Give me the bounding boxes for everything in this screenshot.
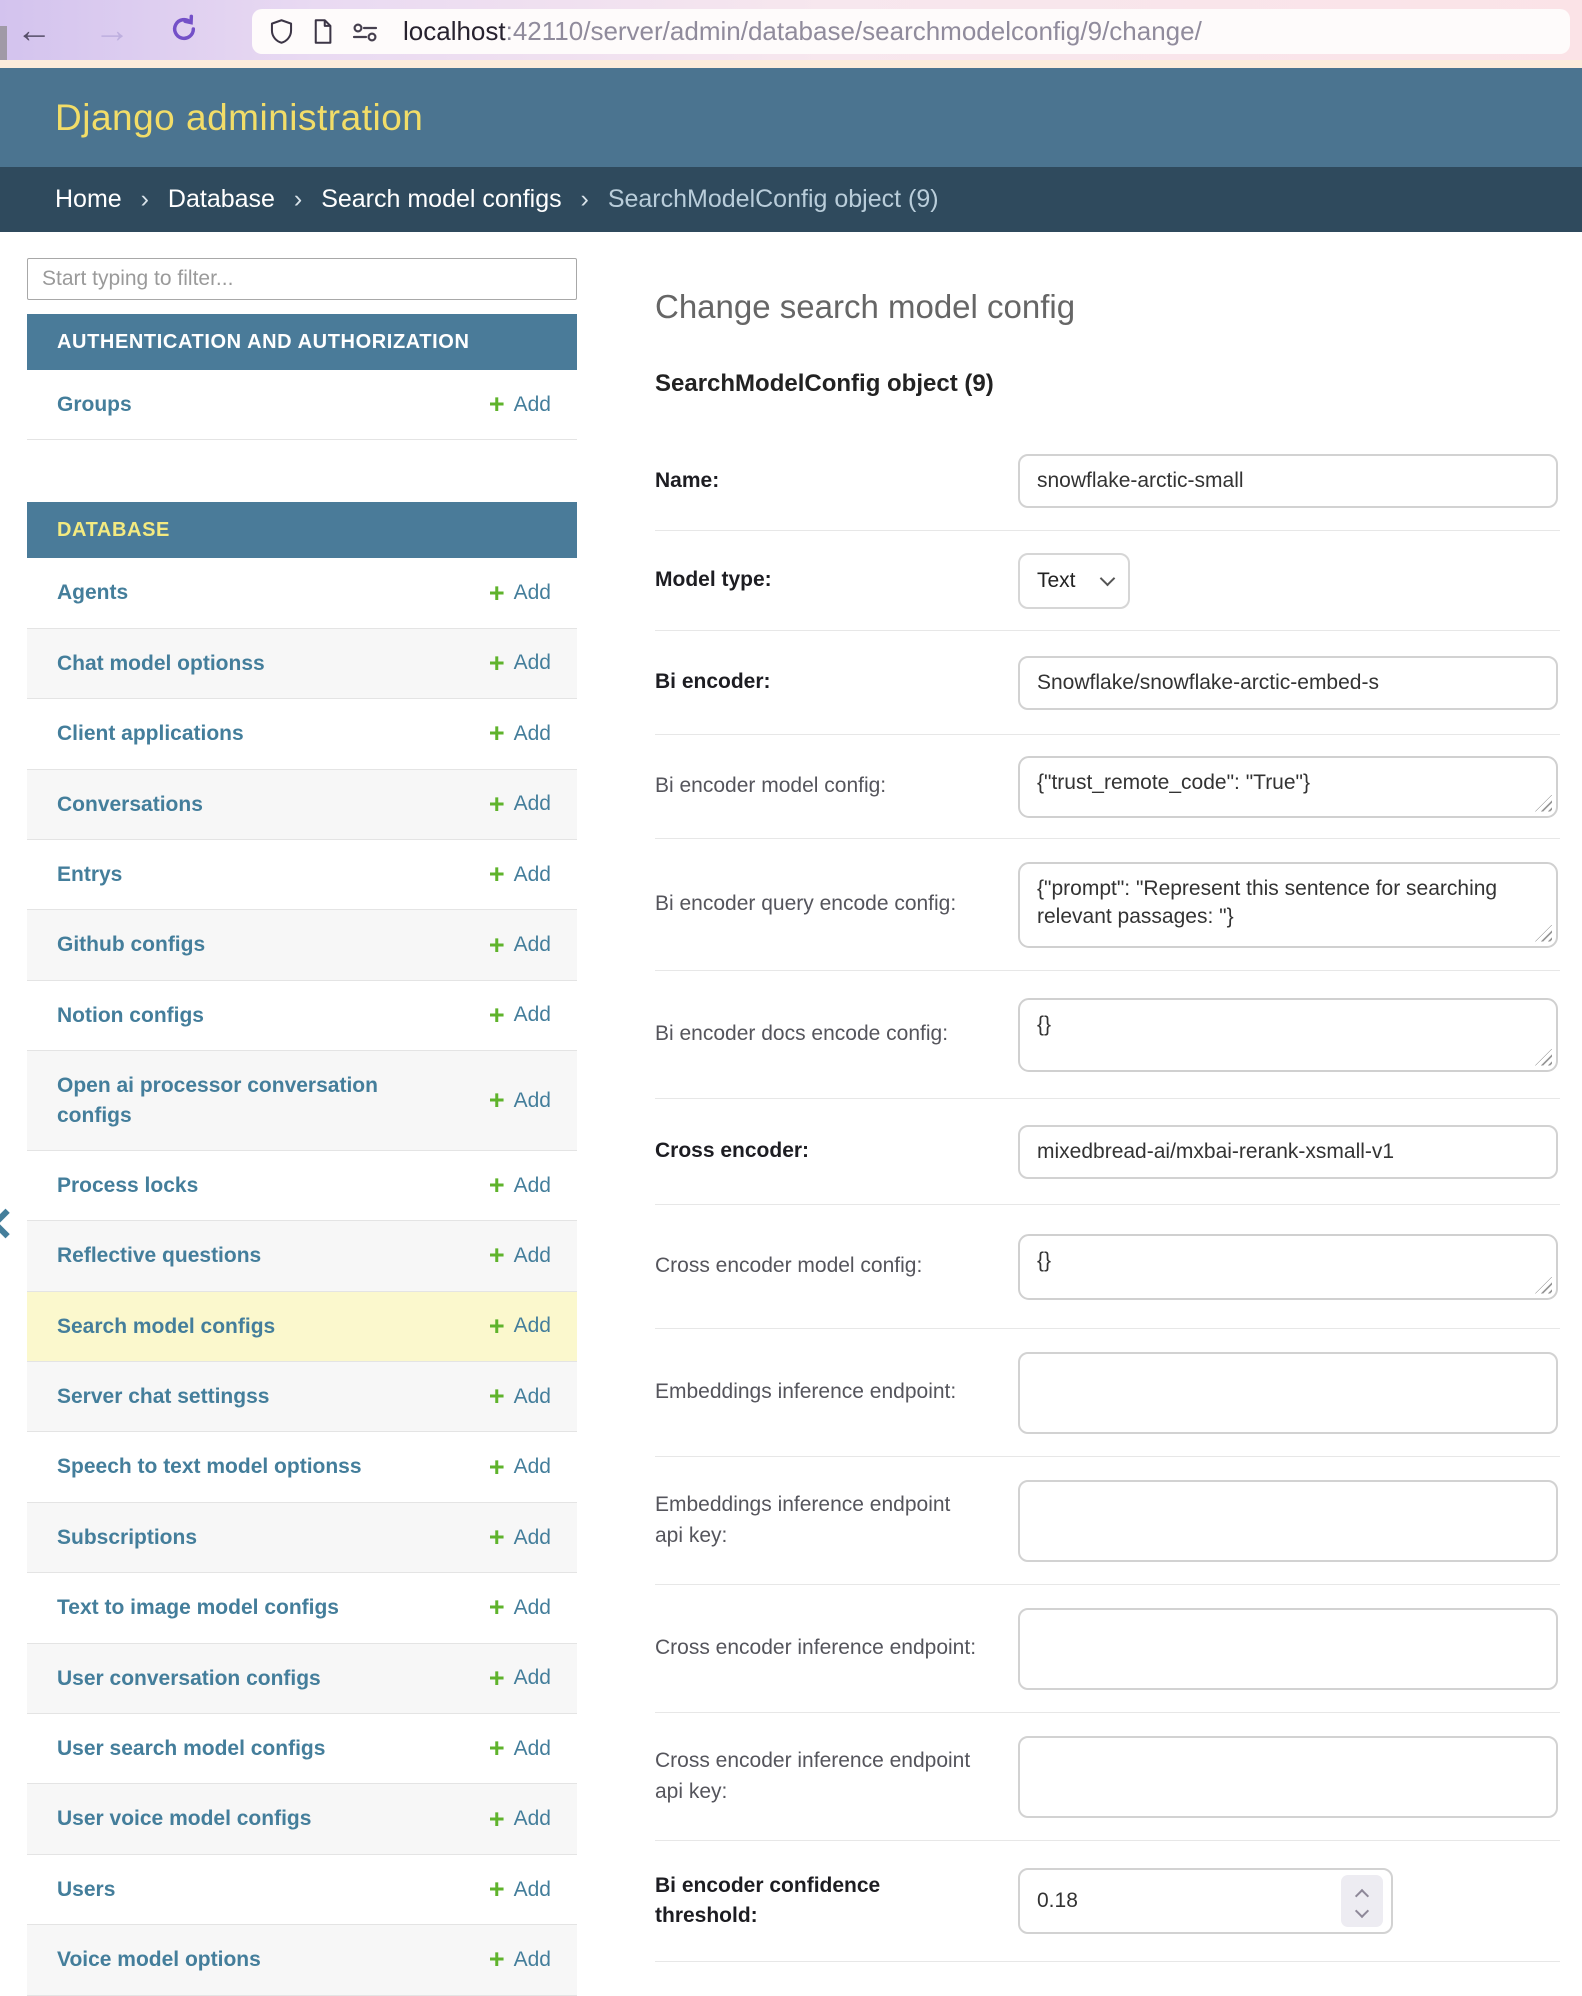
text-input[interactable] — [1018, 656, 1558, 710]
url-host: localhost — [403, 16, 506, 46]
add-link[interactable] — [488, 929, 551, 960]
refresh-icon[interactable] — [168, 13, 200, 51]
form-row — [655, 838, 1560, 970]
plus-icon: + — [488, 1592, 505, 1623]
field-label: Bi encoder: — [655, 670, 771, 694]
resize-handle-icon[interactable] — [1535, 795, 1552, 812]
add-link[interactable] — [488, 1310, 551, 1341]
plus-icon: + — [488, 1944, 505, 1975]
add-link[interactable] — [489, 1876, 551, 1903]
field-label: Cross encoder: — [655, 1139, 810, 1163]
sidebar-model-row — [27, 1151, 577, 1221]
breadcrumb — [0, 167, 1582, 232]
field-label: Cross encoder inference endpoint: — [655, 1636, 977, 1660]
add-link[interactable] — [489, 1524, 551, 1551]
add-label: Add — [513, 1807, 551, 1831]
breadcrumb-separator: › — [140, 185, 149, 213]
add-label: Add — [513, 581, 551, 605]
field-control — [1018, 1480, 1558, 1562]
form-row — [655, 432, 1560, 530]
sidebar-model-row — [27, 1292, 577, 1362]
add-label: Add — [513, 1003, 551, 1027]
plus-icon: + — [488, 389, 505, 420]
sidebar-model-link[interactable]: User voice model configs — [57, 1807, 312, 1831]
plus-icon: + — [488, 718, 505, 749]
sidebar-collapse-toggle-icon[interactable] — [0, 1209, 20, 1239]
forward-icon[interactable]: → — [94, 9, 130, 50]
plus-icon: + — [488, 1170, 505, 1201]
plus-icon: + — [488, 1662, 505, 1693]
back-icon[interactable]: ← — [16, 9, 52, 50]
sidebar-model-row — [27, 840, 577, 910]
sidebar-model-row — [27, 981, 577, 1051]
add-label: Add — [513, 1173, 551, 1197]
sidebar-model-row — [27, 1221, 577, 1291]
field-label: Model type: — [655, 568, 772, 592]
add-label: Add — [513, 1595, 551, 1619]
plus-icon: + — [488, 929, 505, 960]
change-form — [655, 432, 1582, 1962]
add-link[interactable] — [489, 720, 551, 747]
add-label: Add — [513, 933, 551, 957]
plus-icon: + — [488, 1310, 505, 1341]
sidebar-module — [27, 314, 577, 440]
form-row — [655, 1712, 1560, 1840]
sidebar-model-row — [27, 629, 577, 699]
field-control — [1018, 1736, 1558, 1818]
add-link[interactable] — [488, 1451, 551, 1482]
add-label: Add — [513, 1384, 551, 1408]
form-row — [655, 1456, 1560, 1584]
textarea-value: {} — [1037, 1248, 1052, 1272]
field-control — [1018, 1234, 1558, 1300]
sidebar-section-caption: DATABASE — [27, 502, 577, 558]
add-link[interactable] — [488, 999, 551, 1030]
sidebar-model-row — [27, 558, 577, 628]
plus-icon: + — [488, 577, 505, 608]
field-control — [1018, 998, 1558, 1072]
add-link[interactable] — [489, 391, 551, 418]
form-row — [655, 1840, 1560, 1962]
add-link[interactable] — [489, 861, 551, 888]
sidebar-section-caption: AUTHENTICATION AND AUTHORIZATION — [27, 314, 577, 370]
field-label: Cross encoder inference endpoint api key: — [655, 1749, 971, 1803]
field-label: Bi encoder query encode config: — [655, 892, 957, 916]
form-row — [655, 1584, 1560, 1712]
field-label: Bi encoder confidence threshold: — [655, 1873, 881, 1927]
add-label: Add — [513, 392, 551, 416]
add-link[interactable] — [488, 1662, 551, 1693]
add-link[interactable] — [489, 1735, 551, 1762]
plus-icon: + — [488, 859, 505, 890]
sidebar-model-link[interactable]: Client applications — [57, 722, 244, 746]
sidebar-model-link[interactable]: Search model configs — [57, 1314, 276, 1338]
plus-icon: + — [488, 1874, 505, 1904]
sidebar-model-row — [27, 1714, 577, 1784]
app-sidebar — [27, 258, 577, 1996]
breadcrumb-database[interactable]: Database — [167, 185, 275, 213]
form-row — [655, 970, 1560, 1098]
breadcrumb-home[interactable]: Home — [55, 185, 122, 213]
breadcrumb-separator: › — [293, 185, 303, 213]
add-link[interactable] — [489, 1172, 551, 1199]
field-label: Name: — [655, 468, 720, 492]
add-link[interactable] — [489, 1594, 551, 1621]
text-input[interactable] — [1018, 454, 1558, 508]
sidebar-model-link[interactable]: Process locks — [57, 1173, 199, 1197]
field-label: Bi encoder model config: — [655, 774, 887, 798]
field-control — [1018, 1125, 1558, 1179]
json-textarea[interactable] — [1018, 998, 1558, 1072]
add-link[interactable] — [489, 1946, 551, 1973]
add-link[interactable] — [488, 788, 551, 819]
sidebar-model-link[interactable]: Users — [57, 1877, 116, 1901]
form-row — [655, 630, 1560, 734]
sidebar-model-link[interactable]: Voice model options — [57, 1948, 261, 1972]
sidebar-model-row — [27, 1573, 577, 1643]
add-label: Add — [513, 1736, 551, 1760]
text-input[interactable] — [1018, 1480, 1558, 1562]
plus-icon: + — [488, 1803, 505, 1834]
add-label: Add — [513, 862, 551, 886]
add-label: Add — [513, 1947, 551, 1971]
sidebar-model-link[interactable]: Notion configs — [57, 1003, 204, 1027]
page-icon[interactable] — [310, 18, 335, 45]
add-link[interactable] — [489, 1087, 551, 1114]
textarea-value: {"trust_remote_code": "True"} — [1037, 770, 1311, 794]
plus-icon: + — [488, 647, 505, 678]
json-textarea[interactable] — [1018, 756, 1558, 818]
field-control — [1018, 756, 1558, 818]
sidebar-model-link[interactable]: User conversation configs — [57, 1666, 321, 1690]
plus-icon: + — [488, 1381, 505, 1412]
text-input[interactable] — [1018, 1736, 1558, 1818]
chevron-up-icon[interactable] — [1355, 1889, 1369, 1903]
text-input[interactable] — [1018, 1608, 1558, 1690]
add-label: Add — [513, 1525, 551, 1549]
field-control — [1018, 1608, 1558, 1690]
number-stepper[interactable] — [1341, 1875, 1383, 1927]
plus-icon: + — [488, 1085, 505, 1116]
chrome-divider — [0, 60, 1582, 68]
add-link[interactable] — [489, 1383, 551, 1410]
sidebar-model-link[interactable]: Open ai processor conversation configs — [57, 1074, 378, 1127]
site-title[interactable]: Django administration — [55, 96, 424, 138]
model-type-select[interactable] — [1018, 553, 1130, 609]
sidebar-model-link[interactable]: Groups — [57, 393, 132, 416]
breadcrumb-search-model-configs[interactable]: Search model configs — [321, 185, 562, 213]
sidebar-model-link[interactable]: Github configs — [57, 933, 206, 957]
url-bar[interactable] — [252, 9, 1570, 54]
form-row — [655, 1204, 1560, 1328]
plus-icon: + — [488, 999, 505, 1030]
permissions-icon[interactable] — [350, 20, 380, 44]
page-title: Change search model config — [655, 288, 1076, 325]
django-header — [0, 68, 1582, 167]
sidebar-model-row — [27, 1784, 577, 1854]
shield-icon[interactable] — [268, 18, 295, 45]
url-path: :42110/server/admin/database/searchmodelconfig/9/change/ — [505, 16, 1202, 46]
add-label: Add — [513, 1455, 551, 1479]
field-control — [1018, 1868, 1393, 1934]
sidebar-module — [27, 502, 577, 1995]
sidebar-filter-input[interactable] — [27, 258, 577, 300]
sidebar-model-link[interactable]: Chat model optionss — [57, 651, 265, 675]
field-control — [1018, 862, 1558, 948]
field-control — [1018, 1352, 1558, 1434]
field-label: Embeddings inference endpoint api key: — [655, 1493, 951, 1547]
sidebar-model-link[interactable]: User search model configs — [57, 1737, 326, 1761]
chevron-down-icon — [1100, 570, 1116, 586]
add-label: Add — [513, 1088, 551, 1112]
text-input[interactable] — [1018, 1352, 1558, 1434]
field-label: Cross encoder model config: — [655, 1254, 923, 1278]
sidebar-model-link[interactable]: Agents — [57, 581, 129, 605]
sidebar-model-row — [27, 1362, 577, 1432]
chevron-down-icon[interactable] — [1355, 1904, 1369, 1918]
number-input[interactable] — [1018, 1868, 1393, 1934]
plus-icon: + — [488, 1522, 505, 1553]
window-edge — [0, 26, 7, 60]
plus-icon: + — [488, 788, 505, 819]
sidebar-model-link[interactable]: Conversations — [57, 792, 203, 816]
sidebar-model-row — [27, 1432, 577, 1502]
resize-handle-icon[interactable] — [1535, 1049, 1552, 1066]
field-control — [1018, 553, 1130, 609]
plus-icon: + — [488, 1240, 505, 1271]
add-label: Add — [513, 1666, 551, 1690]
add-link[interactable] — [488, 577, 551, 608]
main-content — [655, 280, 1582, 1962]
add-link[interactable] — [488, 647, 551, 678]
sidebar-model-link[interactable]: Entrys — [57, 862, 123, 886]
add-label: Add — [513, 1314, 551, 1338]
breadcrumb-separator: › — [580, 185, 589, 213]
breadcrumb-current: SearchModelConfig object (9) — [607, 185, 939, 213]
textarea-value: {"prompt": "Represent this sentence for searching relevant passages: "} — [1037, 876, 1498, 929]
plus-icon: + — [488, 1733, 505, 1764]
form-row — [655, 1098, 1560, 1204]
url-text — [403, 16, 1202, 47]
text-input[interactable] — [1018, 1125, 1558, 1179]
sidebar-model-row — [27, 1855, 577, 1925]
browser-chrome — [0, 0, 1582, 68]
sidebar-model-row — [27, 1503, 577, 1573]
sidebar-model-link[interactable]: Speech to text model optionss — [57, 1455, 362, 1479]
sidebar-model-row — [27, 770, 577, 840]
form-row — [655, 530, 1560, 630]
sidebar-model-row — [27, 699, 577, 769]
field-control — [1018, 454, 1558, 508]
object-title: SearchModelConfig object (9) — [655, 370, 994, 397]
sidebar-model-row — [27, 370, 577, 440]
add-label: Add — [513, 1877, 551, 1901]
field-label: Embeddings inference endpoint: — [655, 1380, 957, 1404]
field-label: Bi encoder docs encode config: — [655, 1022, 949, 1046]
field-control — [1018, 656, 1558, 710]
plus-icon: + — [488, 1451, 505, 1482]
add-link[interactable] — [489, 1242, 551, 1269]
textarea-value: {} — [1037, 1012, 1052, 1036]
add-label: Add — [513, 651, 551, 675]
sidebar-model-link[interactable]: Reflective questions — [57, 1244, 262, 1268]
sidebar-model-row — [27, 1925, 577, 1995]
resize-handle-icon[interactable] — [1535, 925, 1552, 942]
select-value: Text — [1037, 568, 1076, 592]
add-link[interactable] — [488, 1803, 551, 1834]
sidebar-model-link[interactable]: Subscriptions — [57, 1525, 198, 1549]
sidebar-model-row — [27, 1644, 577, 1714]
form-row — [655, 734, 1560, 838]
add-label: Add — [513, 721, 551, 745]
sidebar-model-link[interactable]: Server chat settingss — [57, 1385, 270, 1409]
sidebar-model-row — [27, 1051, 577, 1151]
sidebar-model-row — [27, 910, 577, 980]
sidebar-model-link[interactable]: Text to image model configs — [57, 1596, 339, 1620]
add-label: Add — [513, 792, 551, 816]
json-textarea[interactable] — [1018, 862, 1558, 948]
resize-handle-icon[interactable] — [1535, 1277, 1552, 1294]
json-textarea[interactable] — [1018, 1234, 1558, 1300]
form-row — [655, 1328, 1560, 1456]
add-label: Add — [513, 1243, 551, 1267]
